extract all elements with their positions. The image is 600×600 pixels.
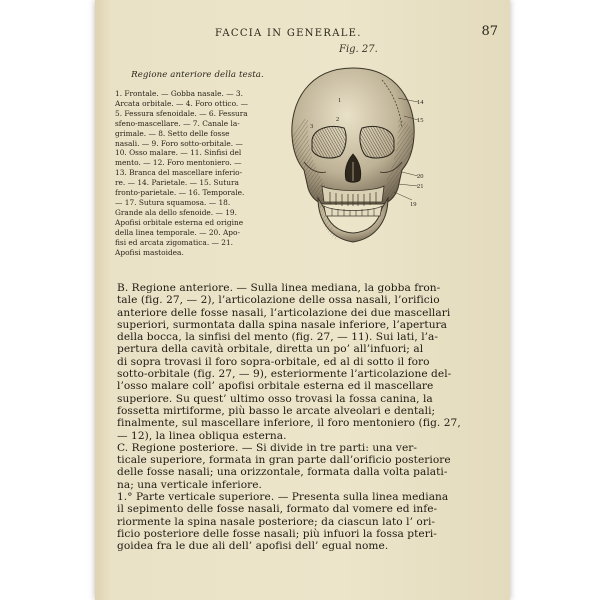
body-line: finalmente, sul mascellare inferiore, il foro mentoniero (fig. 27, bbox=[117, 417, 461, 430]
body-line: l’osso malare coll’ apofisi orbitale esterna ed il mascellare bbox=[117, 380, 434, 393]
body-line: tale (fig. 27, — 2), l’articolazione delle ossa nasali, l’orificio bbox=[117, 294, 440, 307]
caption-line: Grande ala dello sfenoide. — 19. bbox=[115, 207, 237, 217]
body-line: di sopra trovasi il foro sopra-orbitale, ed al di sotto il foro bbox=[117, 355, 430, 368]
body-line: goidea fra le due ali dell’ apofisi dell’ egual nome. bbox=[117, 540, 389, 553]
caption-line: fronto-parietale. — 16. Temporale. bbox=[115, 188, 245, 198]
body-line: ticale superiore, formata in gran parte dall’orificio posteriore bbox=[117, 454, 451, 467]
book-page bbox=[95, 0, 510, 600]
caption-line: 13. Branca del mascellare inferio- bbox=[115, 168, 243, 178]
body-line: pertura della cavità orbitale, diretta un po’ all’infuori; al bbox=[117, 343, 424, 356]
caption-line: sfeno-mascellare. — 7. Canale la- bbox=[115, 118, 240, 128]
body-line: 1.° Parte verticale superiore. — Presenta sulla linea mediana bbox=[117, 491, 449, 504]
caption-line: 10. Osso malare. — 11. Sinfisi del bbox=[115, 148, 242, 158]
figure-number-15: 15 bbox=[417, 117, 424, 124]
skull-illustration bbox=[278, 58, 428, 253]
caption-line: — 17. Sutura squamosa. — 18. bbox=[115, 197, 231, 207]
figure-number-21: 21 bbox=[417, 183, 424, 190]
page-number: 87 bbox=[481, 24, 498, 39]
figure-caption bbox=[115, 70, 280, 257]
caption-line: 5. Fessura sfenoidale. — 6. Fessura bbox=[115, 108, 248, 118]
figure-number-1: 1 bbox=[338, 97, 342, 104]
figure-number-20: 20 bbox=[417, 173, 424, 180]
running-head bbox=[95, 16, 510, 40]
body-line: — 12), la linea obliqua esterna. bbox=[117, 429, 287, 442]
figure-number-14: 14 bbox=[417, 99, 424, 106]
skull-engraving bbox=[278, 58, 428, 253]
body-line: della bocca, la sinfisi del mento (fig. 27, — 11). Sui lati, l’a- bbox=[117, 331, 439, 344]
caption-line: fisi ed arcata zigomatica. — 21. bbox=[115, 237, 234, 247]
body-line: C. Regione posteriore. — Si divide in tre parti: una ver- bbox=[117, 441, 418, 454]
caption-line: nasali. — 9. Foro sotto-orbitale. — bbox=[115, 138, 243, 148]
caption-line: Apofisi mastoidea. bbox=[115, 247, 184, 257]
caption-line: grimale. — 8. Setto delle fosse bbox=[115, 128, 230, 138]
body-line: delle fosse nasali; una orizzontale, formata dalla volta palati- bbox=[117, 466, 448, 479]
left-orbit-shape bbox=[312, 127, 346, 159]
body-line: ficio posteriore delle fosse nasali; più infuori la fossa pteri- bbox=[117, 527, 437, 540]
figure-number-3: 3 bbox=[310, 123, 314, 130]
right-orbit-shape bbox=[360, 127, 394, 159]
caption-line: Apofisi orbitale esterna ed origine bbox=[115, 217, 244, 227]
body-line: il sepimento delle fosse nasali, formato dal vomere ed infe- bbox=[117, 503, 438, 516]
body-line: anteriore delle fosse nasali, l’articolazione dei due mascellari bbox=[117, 306, 451, 319]
body-line: B. Regione anteriore. — Sulla linea mediana, la gobba fron- bbox=[117, 282, 441, 294]
caption-title: Regione anteriore della testa. bbox=[131, 70, 264, 80]
body-line: na; una verticale inferiore. bbox=[117, 478, 262, 491]
caption-line: 1. Frontale. — Gobba nasale. — 3. bbox=[115, 89, 243, 98]
caption-line: mento. — 12. Foro mentoniero. — bbox=[115, 158, 242, 168]
body-line: fossetta mirtiforme, più basso le arcate alveolari e dentali; bbox=[117, 404, 436, 417]
caption-line: re. — 14. Parietale. — 15. Sutura bbox=[115, 178, 239, 188]
caption-line: della linea temporale. — 20. Apo- bbox=[115, 227, 240, 237]
body-line: superiori, surmontata dalla spina nasale inferiore, l’apertura bbox=[117, 318, 448, 331]
figure-number-19: 19 bbox=[410, 201, 417, 208]
body-line: superiore. Su quest’ ultimo osso trovasi la fossa canina, la bbox=[117, 392, 433, 405]
body-line: sotto-orbitale (fig. 27, — 9), esteriormente l’articolazione del- bbox=[117, 368, 452, 381]
body-text bbox=[117, 282, 489, 553]
caption-line: Arcata orbitale. — 4. Foro ottico. — bbox=[115, 98, 248, 108]
figure-label: Fig. 27. bbox=[339, 44, 378, 55]
figure-number-2: 2 bbox=[336, 116, 340, 123]
running-title: FACCIA IN GENERALE. bbox=[215, 28, 362, 39]
body-line: riormente la spina nasale posteriore; da ciascun lato l’ ori- bbox=[117, 515, 436, 528]
